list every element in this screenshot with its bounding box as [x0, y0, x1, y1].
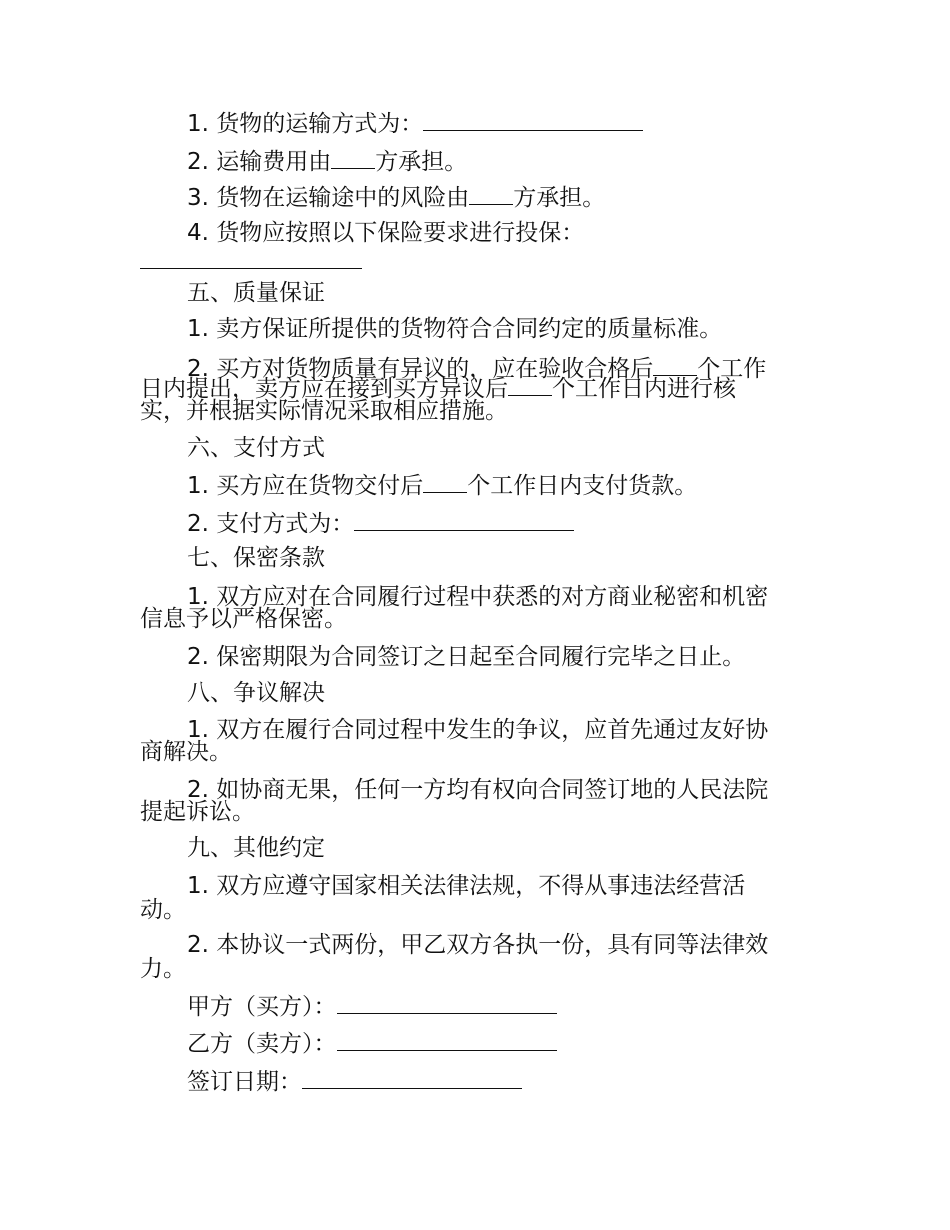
section-payment-heading: 六、支付方式 [187, 435, 325, 461]
dispute-clause-2-line1: 2. 如协商无果，任何一方均有权向合同签订地的人民法院 [187, 777, 769, 803]
other-clause-1-line1: 1. 双方应遵守国家相关法律法规，不得从事违法经营活 [187, 873, 746, 899]
insurance-line: 4. 货物应按照以下保险要求进行投保： [187, 220, 585, 246]
transport-risk-party-blank[interactable] [469, 182, 513, 205]
transport-risk-line: 3. 货物在运输途中的风险由 方承担。 [187, 182, 605, 212]
party-a-line: 甲方（买方）： [187, 991, 557, 1021]
section-quality-heading: 五、质量保证 [187, 280, 325, 306]
dispute-clause-1-line2: 商解决。 [140, 739, 232, 765]
quality-clause-2-line3: 实，并根据实际情况采取相应措施。 [140, 398, 508, 424]
other-clause-2-line2: 力。 [140, 956, 186, 982]
payment-days-blank[interactable] [423, 470, 467, 493]
party-b-line: 乙方（卖方）： [187, 1028, 557, 1058]
insurance-blank[interactable] [140, 248, 362, 269]
confidentiality-clause-2: 2. 保密期限为合同签订之日起至合同履行完毕之日止。 [187, 644, 746, 670]
payment-method-blank[interactable] [354, 508, 574, 531]
other-clause-2-line1: 2. 本协议一式两份，甲乙双方各执一份，具有同等法律效 [187, 932, 769, 958]
transport-method-line: 1. 货物的运输方式为： [187, 108, 643, 138]
other-clause-1-line2: 动。 [140, 897, 186, 923]
payment-clause-1: 1. 买方应在货物交付后 个工作日内支付货款。 [187, 470, 697, 500]
transport-fee-line: 2. 运输费用由 方承担。 [187, 146, 467, 176]
section-other-heading: 九、其他约定 [187, 835, 325, 861]
section-dispute-heading: 八、争议解决 [187, 680, 325, 706]
confidentiality-clause-1-line1: 1. 双方应对在合同履行过程中获悉的对方商业秘密和机密 [187, 584, 769, 610]
section-confidentiality-heading: 七、保密条款 [187, 545, 325, 571]
transport-fee-party-blank[interactable] [331, 146, 375, 169]
sign-date-blank[interactable] [302, 1066, 522, 1089]
quality-clause-2-line1: 2. 买方对货物质量有异议的，应在验收合格后 个工作 [187, 353, 766, 383]
payment-method-line: 2. 支付方式为： [187, 508, 574, 538]
sign-date-line: 签订日期： [187, 1066, 522, 1096]
handling-days-blank[interactable] [508, 373, 552, 396]
transport-method-blank[interactable] [423, 108, 643, 131]
dispute-clause-1-line1: 1. 双方在履行合同过程中发生的争议，应首先通过友好协 [187, 717, 769, 743]
quality-clause-2-line2: 日内提出，卖方应在接到买方异议后 个工作日内进行核 [140, 373, 736, 403]
dispute-clause-2-line2: 提起诉讼。 [140, 799, 255, 825]
confidentiality-clause-1-line2: 信息予以严格保密。 [140, 606, 347, 632]
quality-clause-1: 1. 卖方保证所提供的货物符合合同约定的质量标准。 [187, 316, 723, 342]
party-a-signature-blank[interactable] [337, 991, 557, 1014]
party-b-signature-blank[interactable] [337, 1028, 557, 1051]
